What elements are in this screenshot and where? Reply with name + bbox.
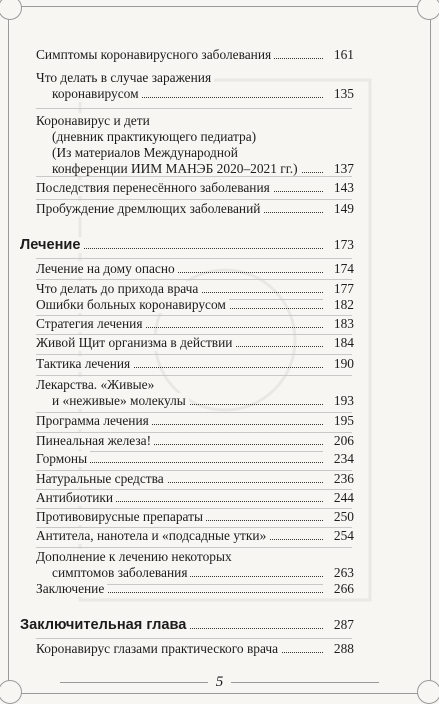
toc-entry-title: Ошибки больных коронавирусом bbox=[36, 297, 229, 313]
toc-entry-page: 182 bbox=[323, 297, 354, 313]
toc-entry-page: 288 bbox=[323, 641, 354, 657]
toc-entry-page: 254 bbox=[323, 528, 354, 544]
entry-divider bbox=[36, 258, 352, 259]
toc-entry[interactable] bbox=[0, 451, 439, 467]
toc-entry-title: Коронавирус глазами практического врача bbox=[36, 641, 281, 657]
toc-entry[interactable] bbox=[0, 641, 439, 657]
toc-entry-title: (дневник практикующего педиатра) bbox=[52, 129, 259, 145]
toc-entry-page: 173 bbox=[323, 237, 354, 253]
toc-entry-title: Что делать в случае заражения bbox=[36, 70, 214, 86]
toc-entry[interactable] bbox=[0, 471, 439, 487]
toc-entry[interactable] bbox=[0, 377, 439, 409]
toc-chapter-title: Заключительная глава bbox=[20, 617, 189, 633]
toc-entry-page: 236 bbox=[323, 471, 354, 487]
toc-entry[interactable] bbox=[0, 70, 439, 102]
entry-divider bbox=[36, 638, 352, 639]
toc-entry-title: Живой Щит организма в действии bbox=[36, 335, 235, 351]
toc-entry-title: Пинеальная железа! bbox=[36, 433, 154, 449]
toc-entry[interactable] bbox=[0, 281, 439, 297]
toc-entry[interactable] bbox=[0, 201, 439, 217]
toc-entry-title: Заключение bbox=[36, 581, 107, 597]
toc-entry-page: 234 bbox=[323, 451, 354, 467]
toc-entry-page: 161 bbox=[323, 47, 354, 63]
toc-entry-title: Гормоны bbox=[36, 451, 90, 467]
toc-entry-title: конференции ИИМ МАНЭБ 2020–2021 гг.) bbox=[52, 161, 301, 177]
toc-entry[interactable] bbox=[0, 549, 439, 581]
toc-entry[interactable] bbox=[0, 113, 439, 177]
toc-entry[interactable] bbox=[0, 490, 439, 506]
toc-entry-page: 193 bbox=[323, 393, 354, 409]
toc-entry[interactable] bbox=[0, 47, 439, 63]
toc-entry[interactable] bbox=[0, 413, 439, 429]
toc-entry-title: Коронавирус и дети bbox=[36, 113, 153, 129]
entry-divider bbox=[36, 108, 352, 109]
toc-entry-page: 195 bbox=[323, 413, 354, 429]
toc-entry[interactable] bbox=[0, 180, 439, 196]
toc-entry[interactable] bbox=[0, 356, 439, 372]
entry-divider bbox=[36, 199, 352, 200]
toc-entry-page: 143 bbox=[323, 180, 354, 196]
toc-entry-page: 137 bbox=[323, 161, 354, 177]
toc-entry-title: Пробуждение дремлющих заболеваний bbox=[36, 201, 263, 217]
entry-divider bbox=[36, 279, 352, 280]
toc-entry-title: Лечение на дому опасно bbox=[36, 261, 178, 277]
toc-entry-page: 244 bbox=[323, 490, 354, 506]
toc-entry[interactable] bbox=[0, 297, 439, 313]
toc-entry-page: 177 bbox=[323, 281, 354, 297]
toc-entry-title: (Из материалов Международной bbox=[52, 145, 241, 161]
toc-entry-title: Что делать до прихода врача bbox=[36, 281, 201, 297]
toc-entry-title: коронавирусом bbox=[52, 86, 142, 102]
toc-entry-title: Лекарства. «Живые» bbox=[36, 377, 157, 393]
toc-entry[interactable] bbox=[0, 528, 439, 544]
entry-divider bbox=[36, 547, 352, 548]
toc-entry[interactable] bbox=[0, 316, 439, 332]
toc-entry[interactable] bbox=[0, 433, 439, 449]
toc-chapter-entry[interactable] bbox=[0, 617, 439, 633]
toc-entry[interactable] bbox=[0, 509, 439, 525]
toc-entry-title: Дополнение к лечению некоторых bbox=[36, 549, 235, 565]
toc-entry-page: 250 bbox=[323, 509, 354, 525]
corner-ornament bbox=[0, 0, 22, 20]
toc-entry[interactable] bbox=[0, 581, 439, 597]
entry-divider bbox=[36, 176, 352, 177]
toc-entry-page: 263 bbox=[323, 565, 354, 581]
toc-entry-page: 206 bbox=[323, 433, 354, 449]
page-number: 5 bbox=[0, 674, 439, 691]
toc-entry[interactable] bbox=[0, 335, 439, 351]
toc-entry-page: 266 bbox=[323, 581, 354, 597]
toc-entry-title: Тактика лечения bbox=[36, 356, 133, 372]
toc-entry-title: Стратегия лечения bbox=[36, 316, 145, 332]
toc-entry-title: Антибиотики bbox=[36, 490, 116, 506]
toc-entry-page: 149 bbox=[323, 201, 354, 217]
entry-divider bbox=[36, 375, 352, 376]
toc-entry-title: и «неживые» молекулы bbox=[52, 393, 189, 409]
toc-entry-page: 184 bbox=[323, 335, 354, 351]
toc-entry-title: симптомов заболевания bbox=[52, 565, 190, 581]
toc-entry-page: 190 bbox=[323, 356, 354, 372]
entry-divider bbox=[36, 354, 352, 355]
toc-entry-title: Симптомы коронавирусного заболевания bbox=[36, 47, 274, 63]
toc-entry-page: 174 bbox=[323, 261, 354, 277]
toc-entry-title: Противовирусные препараты bbox=[36, 509, 206, 525]
toc-chapter-title: Лечение bbox=[20, 237, 83, 253]
toc-entry-title: Последствия перенесённого заболевания bbox=[36, 180, 273, 196]
toc-entry-page: 183 bbox=[323, 316, 354, 332]
toc-chapter-entry[interactable] bbox=[0, 237, 439, 253]
toc-entry-title: Программа лечения bbox=[36, 413, 152, 429]
toc-entry[interactable] bbox=[0, 261, 439, 277]
toc-entry-page: 135 bbox=[323, 86, 354, 102]
toc-entry-title: Натуральные средства bbox=[36, 471, 167, 487]
corner-ornament bbox=[417, 0, 439, 20]
toc-entry-title: Антитела, нанотела и «подсадные утки» bbox=[36, 528, 269, 544]
toc-entry-page: 287 bbox=[323, 617, 354, 633]
